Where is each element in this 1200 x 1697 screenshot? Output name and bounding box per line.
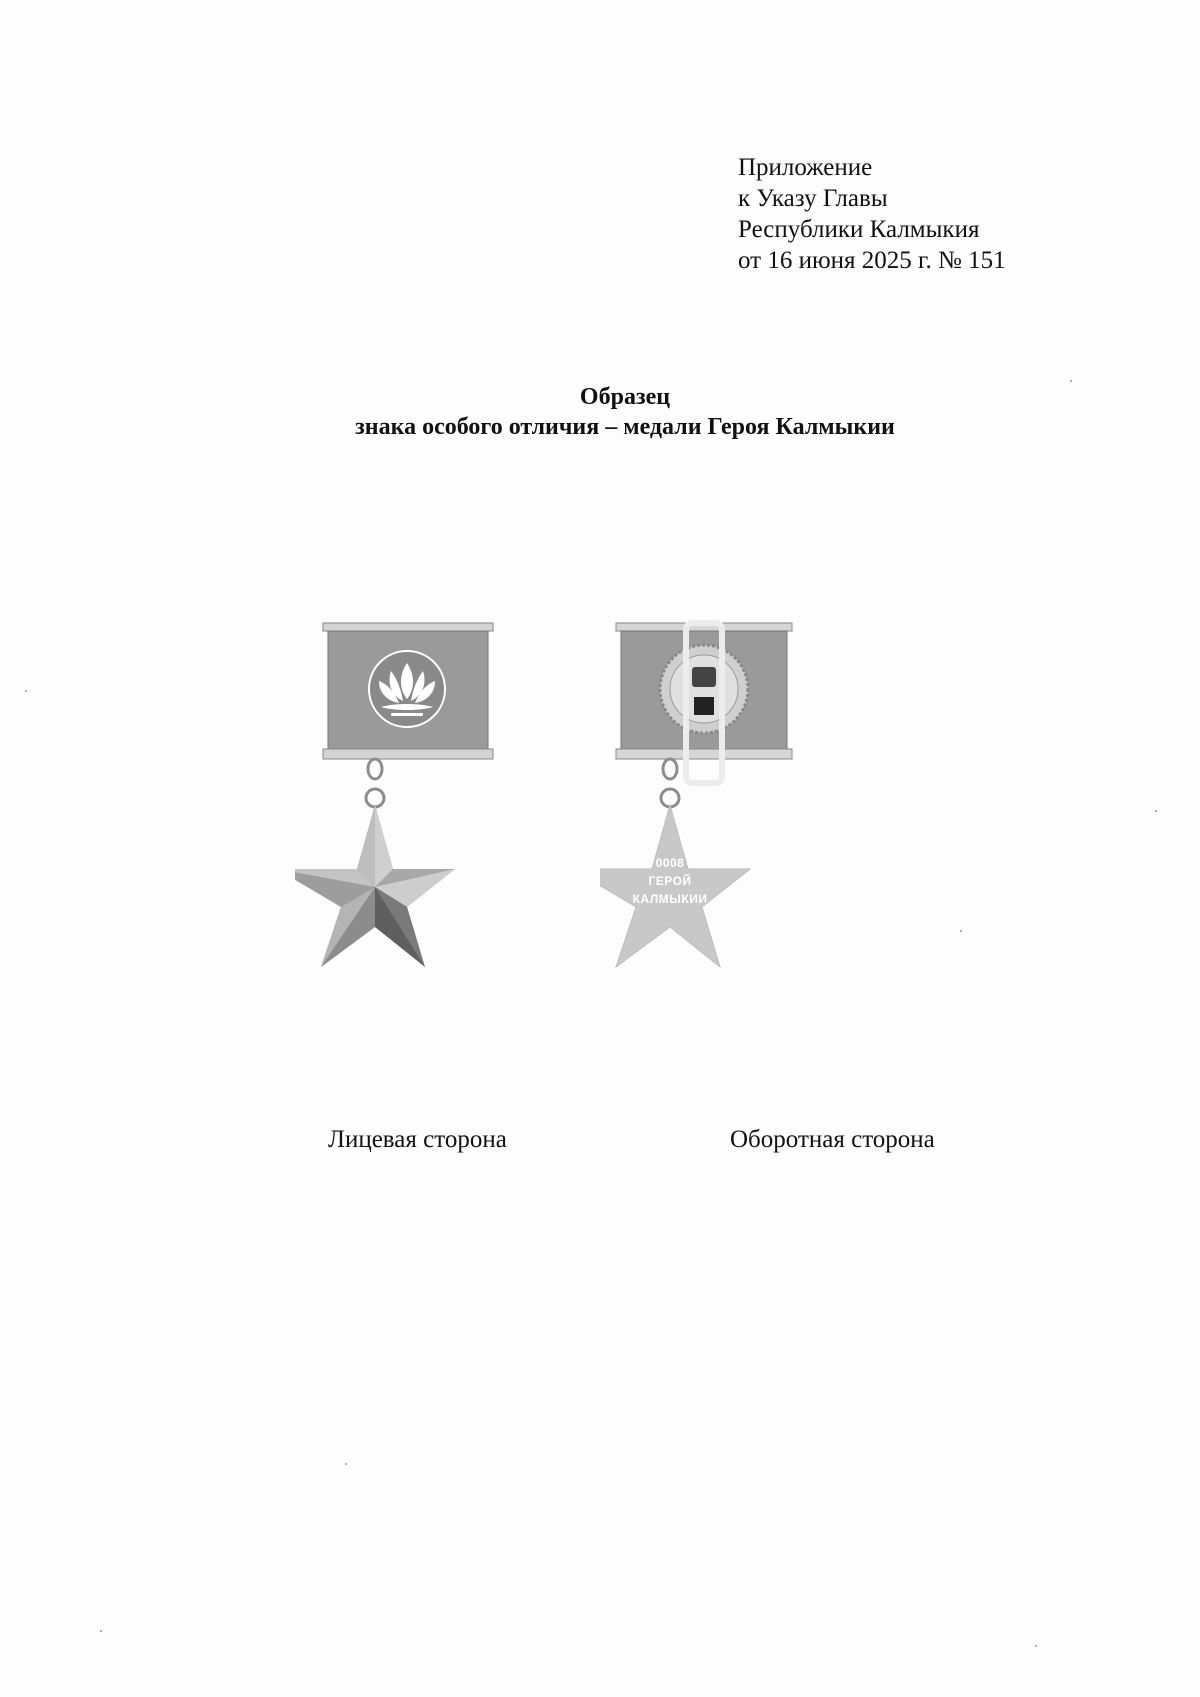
caption-back: Оборотная сторона (730, 1126, 935, 1153)
title-line-1: Образец (579, 384, 671, 410)
star-inscription-line-2: КАЛМЫКИИ (632, 892, 708, 906)
scan-speck (25, 690, 27, 692)
appendix-line-1: Приложение (738, 154, 873, 181)
plate-bottom-bar (616, 749, 792, 759)
plate-top-bar (323, 623, 493, 631)
lower-ring (366, 789, 384, 807)
star-front (295, 805, 455, 967)
scan-speck (100, 1630, 102, 1632)
scan-speck (1035, 1645, 1037, 1647)
star-inscription-line-1: ГЕРОЙ (648, 874, 692, 888)
plate-bottom-bar (323, 749, 493, 759)
scan-speck (1155, 810, 1157, 812)
medal-back-image (600, 605, 830, 1045)
pin-nut (694, 697, 714, 715)
suspension-ring (368, 759, 382, 779)
scan-speck (345, 1463, 347, 1465)
appendix-line-4: от 16 июня 2025 г. № 151 (738, 247, 1006, 274)
appendix-block (738, 152, 1006, 276)
appendix-line-2: к Указу Главы (738, 185, 888, 212)
suspension-ring (663, 759, 677, 779)
scan-speck (960, 930, 962, 932)
caption-front: Лицевая сторона (328, 1126, 507, 1153)
medal-front-image (295, 605, 525, 1045)
document-title (0, 382, 1200, 442)
title-line-2: знака особого отличия – медали Героя Калмыкии (355, 414, 895, 440)
star-number: 0008 (655, 856, 685, 870)
pin-clasp (692, 667, 716, 687)
appendix-line-3: Республики Калмыкия (738, 216, 980, 243)
scan-speck (1070, 380, 1072, 382)
